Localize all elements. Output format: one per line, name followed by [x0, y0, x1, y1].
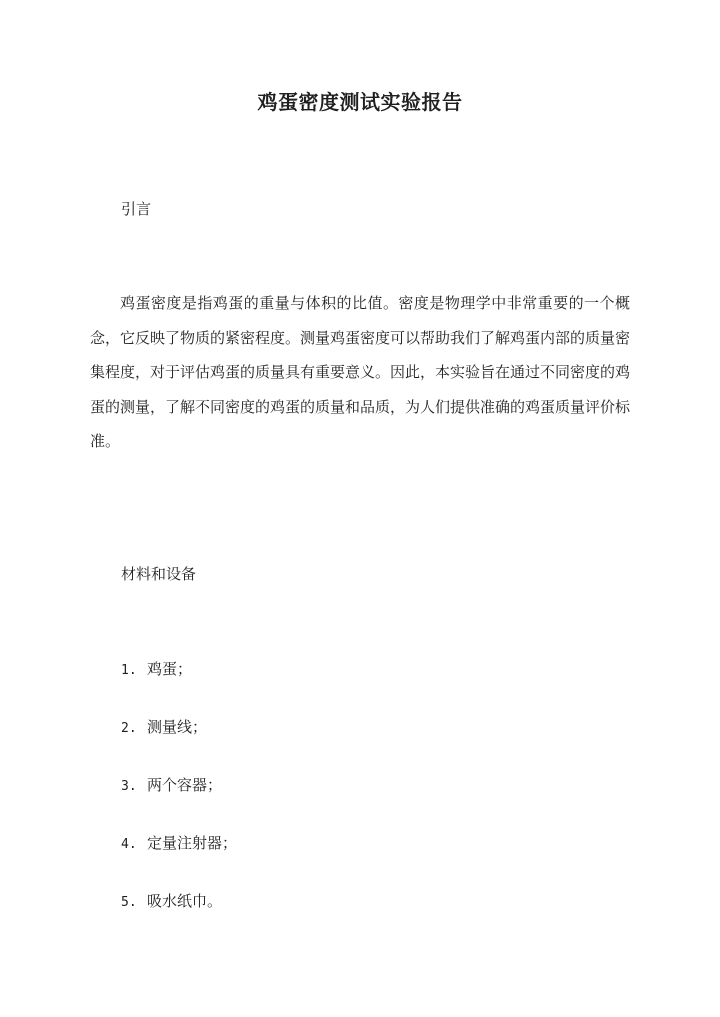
list-item [121, 774, 237, 796]
list-item-number: 4. [121, 837, 137, 852]
list-item [121, 832, 237, 854]
section-heading-introduction: 引言 [121, 200, 152, 218]
list-item [121, 658, 237, 680]
list-item-text: 吸水纸巾。 [147, 892, 223, 910]
list-item-number: 1. [121, 663, 137, 678]
list-item-text: 两个容器； [147, 776, 223, 794]
list-item [121, 716, 237, 738]
list-item-text: 鸡蛋； [147, 660, 193, 678]
document-title: 鸡蛋密度测试实验报告 [257, 90, 463, 114]
materials-list [121, 658, 237, 948]
list-item [121, 890, 237, 912]
list-item-text: 定量注射器； [147, 834, 238, 852]
section-heading-materials: 材料和设备 [121, 565, 197, 583]
list-item-text: 测量线； [147, 718, 208, 736]
list-item-number: 2. [121, 721, 137, 736]
introduction-paragraph: 鸡蛋密度是指鸡蛋的重量与体积的比值。密度是物理学中非常重要的一个概念，它反映了物质的紧密程度。测量鸡蛋密度可以帮助我们了解鸡蛋内部的质量密集程度，对于评估鸡蛋的质量具有重要意义。因此，本实验旨在通过不同密度的鸡蛋的测量，了解不同密度的鸡蛋的质量和品质，为人们提供准确的鸡蛋质量评价标准。 [90, 294, 631, 450]
list-item-number: 3. [121, 779, 137, 794]
list-item-number: 5. [121, 895, 137, 910]
